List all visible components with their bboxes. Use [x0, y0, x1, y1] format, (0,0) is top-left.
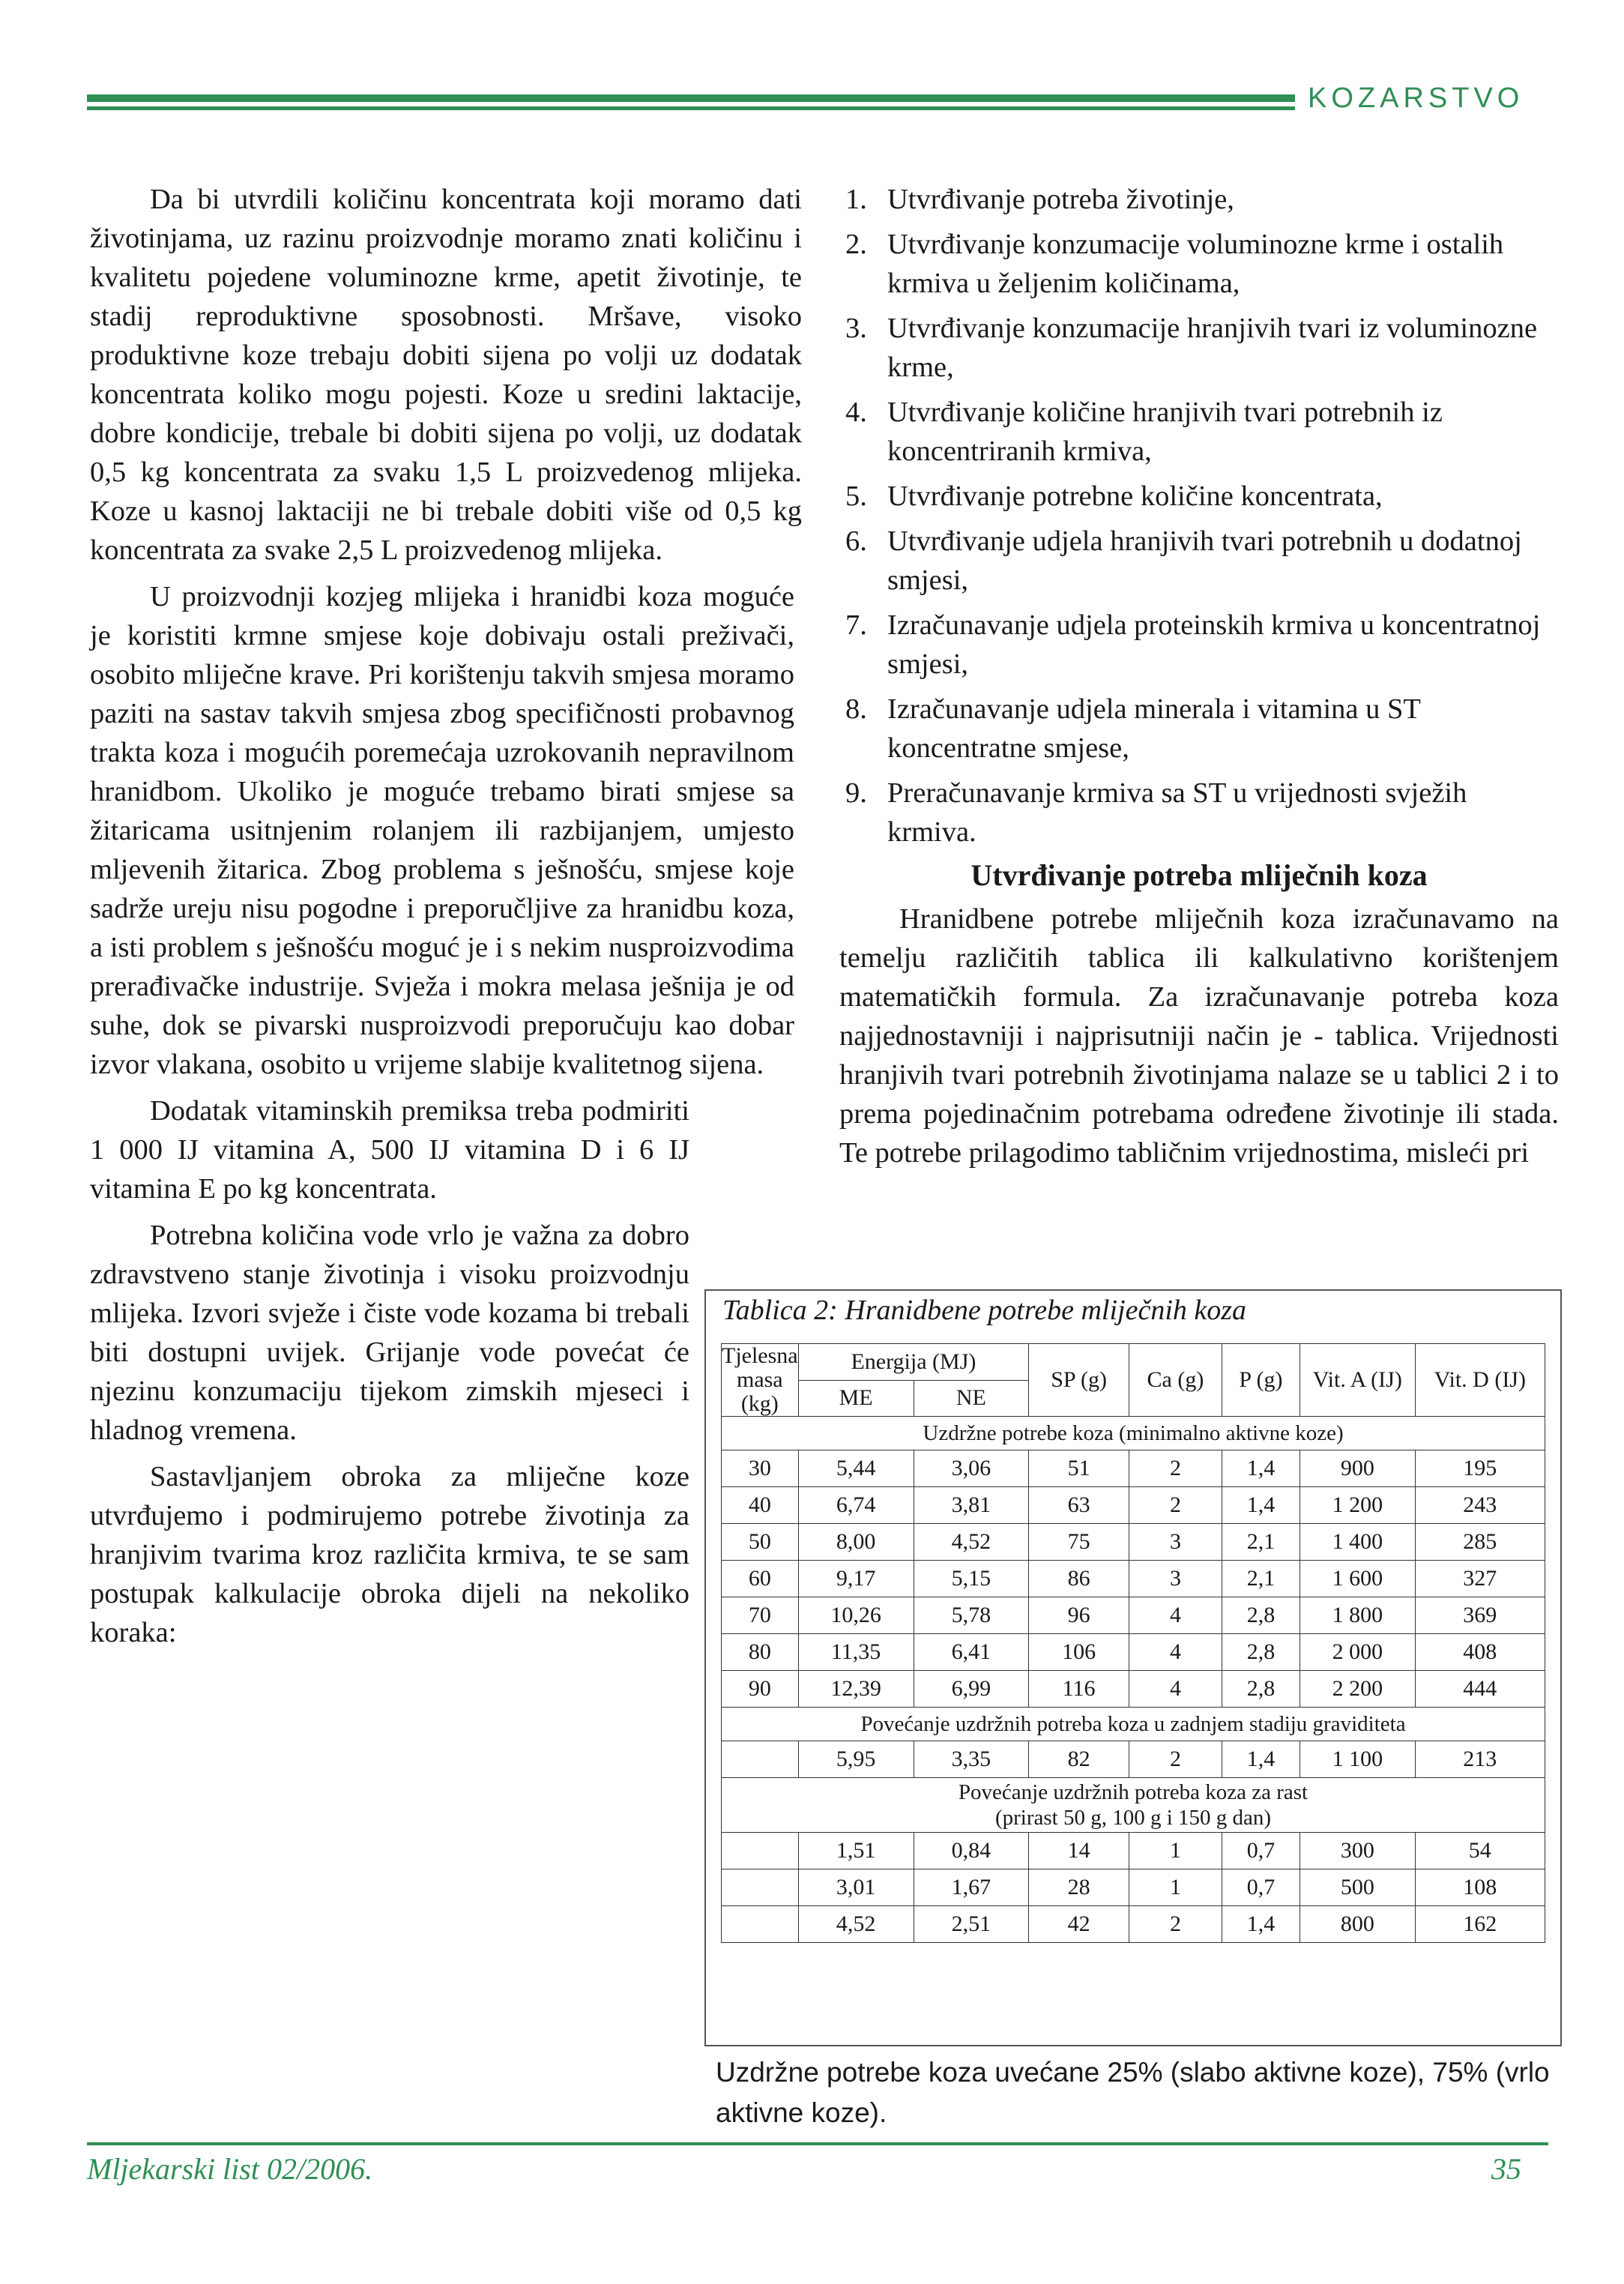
calculation-steps-list [839, 180, 1559, 858]
table-cell: 80 [722, 1634, 799, 1671]
table-row [722, 1671, 1545, 1708]
table-cell: 1,51 [798, 1833, 914, 1869]
table-cell: 4 [1129, 1634, 1222, 1671]
list-item: 8. Izračunavanje udjela minerala i vitamina u ST koncentratne smjese, [845, 693, 1421, 764]
paragraph: U proizvodnji kozjeg mlijeka i hranidbi koza moguće je koristiti krmne smjese koje dobivaju ostali preživači, osobito mliječne krave. Pri korištenju takvih smjesa moramo paziti na sastav takvih smjesa zbog specifičnosti probavnog trakta koza i mogućih poremećaja uzrokovanih nepravilnom hranidbom. Ukoliko je moguće trebamo birati smjese sa žitaricama usitnjenim rolanjem ili razbijanjem, umjesto mljevenih žitarica. Zbog problema s ješnošću, smjese koje sadrže ureju nisu pogodne i preporučljive za hranidbu koza, a isti problem s ješnošću moguć je i s nekim nusproizvodima prerađivačke industrije. Svježa i mokra melasa ješnija je od suhe, dok se pivarski nusproizvodi preporučuju kao dobar izvor vlakana, osobito u vrijeme slabije kvalitetnog sijena. [90, 581, 794, 1080]
table-section-label: Povećanje uzdržnih potreba koza u zadnjem stadiju graviditeta [722, 1708, 1545, 1741]
journal-source: Mljekarski list 02/2006. [87, 2152, 373, 2186]
table-cell: 3 [1129, 1524, 1222, 1561]
table-cell: 70 [722, 1597, 799, 1634]
table-cell: 60 [722, 1561, 799, 1597]
table-row [722, 1561, 1545, 1597]
table-row [722, 1487, 1545, 1524]
table-cell: 2 [1129, 1487, 1222, 1524]
table-row [722, 1906, 1545, 1943]
table-cell: 6,41 [914, 1634, 1029, 1671]
table-cell: 1 200 [1300, 1487, 1416, 1524]
table-cell: 1,4 [1222, 1741, 1299, 1778]
table-cell: 3,35 [914, 1741, 1029, 1778]
table-cell: 2 [1129, 1906, 1222, 1943]
column-header: Vit. A (IJ) [1300, 1344, 1416, 1417]
table-cell: 0,7 [1222, 1833, 1299, 1869]
table-row [722, 1524, 1545, 1561]
table-cell: 0,84 [914, 1833, 1029, 1869]
table-cell: 800 [1300, 1906, 1416, 1943]
table-cell: 106 [1029, 1634, 1129, 1671]
column-header: Vit. D (IJ) [1415, 1344, 1545, 1417]
paragraph: Dodatak vitaminskih premiksa treba podmiriti 1 000 IJ vitamina A, 500 IJ vitamina D i 6 IJ vitamina E po kg koncentrata. [90, 1095, 689, 1205]
table-cell [722, 1869, 799, 1906]
paragraph: Hranidbene potrebe mliječnih koza izračunavamo na temelju različitih tablica ili kalkulativno korištenjem matematičkih formula. Za izračunavanje potreba koza najjednostavniji i najprisutniji način je - tablica. Vrijednosti hranjivih tvari potrebnih životinjama nalaze se u tablici 2 i to prema pojedinačnim potrebama određene životinje ili stada. Te potrebe prilagodimo tabličnim vrijednostima, misleći pri [839, 903, 1559, 1169]
table-cell: 116 [1029, 1671, 1129, 1708]
page-number: 35 [1491, 2152, 1521, 2186]
table-cell: 42 [1029, 1906, 1129, 1943]
paragraph: Sastavljanjem obroka za mliječne koze utvrđujemo i podmirujemo potrebe životinja za hranjivim tvarima kroz različita krmiva, te se sam postupak kalkulacije obroka dijeli na nekoliko koraka: [90, 1461, 689, 1648]
list-item: 1. Utvrđivanje potreba životinje, [845, 184, 1234, 215]
table-row [722, 1869, 1545, 1906]
table-cell: 6,74 [798, 1487, 914, 1524]
table-cell: 2,1 [1222, 1561, 1299, 1597]
table-cell: 2 000 [1300, 1634, 1416, 1671]
table-cell: 285 [1415, 1524, 1545, 1561]
table-cell: 90 [722, 1671, 799, 1708]
table-cell: 243 [1415, 1487, 1545, 1524]
table-cell: 63 [1029, 1487, 1129, 1524]
table-cell: 1 [1129, 1869, 1222, 1906]
column-header: NE [914, 1380, 1029, 1417]
list-item: 6. Utvrđivanje udjela hranjivih tvari potrebnih u dodatnoj smjesi, [845, 525, 1522, 596]
column-header: Energija (MJ) [798, 1344, 1029, 1381]
table-cell: 1 600 [1300, 1561, 1416, 1597]
nutrition-table [721, 1343, 1545, 1943]
table-cell: 195 [1415, 1450, 1545, 1487]
table-cell: 82 [1029, 1741, 1129, 1778]
section-label: KOZARSTVO [1308, 82, 1524, 114]
table-cell: 327 [1415, 1561, 1545, 1597]
table-cell: 51 [1029, 1450, 1129, 1487]
table-row [722, 1597, 1545, 1634]
column-header: SP (g) [1029, 1344, 1129, 1417]
column-header: P (g) [1222, 1344, 1299, 1417]
table-cell: 30 [722, 1450, 799, 1487]
table-cell: 3,01 [798, 1869, 914, 1906]
table-cell: 500 [1300, 1869, 1416, 1906]
table-cell: 1,4 [1222, 1487, 1299, 1524]
table-cell: 3 [1129, 1561, 1222, 1597]
list-item: 2. Utvrđivanje konzumacije voluminozne krme i ostalih krmiva u željenim količinama, [845, 229, 1504, 299]
paragraph: Da bi utvrdili količinu koncentrata koji moramo dati životinjama, uz razinu proizvodnje moramo znati količinu i kvalitetu pojedene voluminozne krme, apetit životinje, te stadij reproduktivne sposobnosti. Mršave, visoko produktivne koze trebaju dobiti sijena po volji uz dodatak koncentrata koliko mogu pojesti. Koze u sredini laktacije, dobre kondicije, trebale bi dobiti sijena po volji, uz dodatak 0,5 kg koncentrata za svaku 1,5 L proizvedenog mlijeka. Koze u kasnoj laktaciji ne bi trebale dobiti više od 0,5 kg koncentrata za svake 2,5 L proizvedenog mlijeka. [90, 184, 802, 566]
column-header: ME [798, 1380, 914, 1417]
table-cell: 40 [722, 1487, 799, 1524]
table-cell: 5,78 [914, 1597, 1029, 1634]
table-cell: 2,51 [914, 1906, 1029, 1943]
table-cell: 2,8 [1222, 1634, 1299, 1671]
header-rule [87, 94, 1295, 110]
table-cell: 4,52 [914, 1524, 1029, 1561]
table-cell: 213 [1415, 1741, 1545, 1778]
table-cell: 2,8 [1222, 1671, 1299, 1708]
table-cell: 369 [1415, 1597, 1545, 1634]
table-cell: 1,4 [1222, 1906, 1299, 1943]
table-cell: 444 [1415, 1671, 1545, 1708]
table-cell: 28 [1029, 1869, 1129, 1906]
list-item: 3. Utvrđivanje konzumacije hranjivih tvari iz voluminozne krme, [845, 313, 1538, 383]
table-cell: 1 100 [1300, 1741, 1416, 1778]
table-cell: 8,00 [798, 1524, 914, 1561]
table-cell: 86 [1029, 1561, 1129, 1597]
table-cell: 50 [722, 1524, 799, 1561]
table-cell: 12,39 [798, 1671, 914, 1708]
column-header: Ca (g) [1129, 1344, 1222, 1417]
table-cell: 14 [1029, 1833, 1129, 1869]
table-cell: 6,99 [914, 1671, 1029, 1708]
table-cell: 900 [1300, 1450, 1416, 1487]
table-row [722, 1634, 1545, 1671]
table-row [722, 1450, 1545, 1487]
table-cell: 75 [1029, 1524, 1129, 1561]
list-item: 9. Preračunavanje krmiva sa ST u vrijednosti svježih krmiva. [845, 777, 1467, 848]
paragraph: Potrebna količina vode vrlo je važna za dobro zdravstveno stanje životinja i visoku proizvodnju mlijeka. Izvori svježe i čiste vode kozama bi trebali biti dostupni uvijek. Grijanje vode povećat će njezinu konzumaciju tijekom zimskih mjeseci i hladnog vremena. [90, 1220, 689, 1446]
table-cell [722, 1741, 799, 1778]
table-cell: 2 [1129, 1741, 1222, 1778]
table-cell: 9,17 [798, 1561, 914, 1597]
list-item: 4. Utvrđivanje količine hranjivih tvari potrebnih iz koncentriranih krmiva, [845, 397, 1443, 467]
table-note: Uzdržne potrebe koza uvećane 25% (slabo aktivne koze), 75% (vrlo aktivne koze). [716, 2057, 1550, 2128]
list-item: 5. Utvrđivanje potrebne količine koncentrata, [845, 480, 1383, 512]
table-cell: 2 [1129, 1450, 1222, 1487]
table-cell: 300 [1300, 1833, 1416, 1869]
left-column [90, 180, 802, 1652]
footer-rule [87, 2142, 1548, 2145]
list-item: 7. Izračunavanje udjela proteinskih krmiva u koncentratnoj smjesi, [845, 609, 1541, 680]
table-cell: 5,95 [798, 1741, 914, 1778]
table-cell: 1 400 [1300, 1524, 1416, 1561]
table-cell: 162 [1415, 1906, 1545, 1943]
table-cell: 3,06 [914, 1450, 1029, 1487]
table-cell: 2,1 [1222, 1524, 1299, 1561]
table-body [722, 1741, 1545, 1778]
table-cell: 2 200 [1300, 1671, 1416, 1708]
table-cell: 1,67 [914, 1869, 1029, 1906]
table-cell: 11,35 [798, 1634, 914, 1671]
table-cell: 96 [1029, 1597, 1129, 1634]
table-caption: Tablica 2: Hranidbene potrebe mliječnih koza [722, 1295, 1247, 1326]
table-body [722, 1450, 1545, 1708]
table-cell: 1,4 [1222, 1450, 1299, 1487]
table-body [722, 1833, 1545, 1943]
table-cell: 108 [1415, 1869, 1545, 1906]
table-cell: 5,15 [914, 1561, 1029, 1597]
section-heading: Utvrđivanje potreba mliječnih koza [971, 858, 1428, 892]
table-cell: 0,7 [1222, 1869, 1299, 1906]
table-row [722, 1833, 1545, 1869]
table-cell: 408 [1415, 1634, 1545, 1671]
table-cell: 3,81 [914, 1487, 1029, 1524]
table-frame [704, 1289, 1562, 2046]
table-section-label: Povećanje uzdržnih potreba koza za rast (prirast 50 g, 100 g i 150 g dan) [722, 1778, 1545, 1833]
table-cell [722, 1906, 799, 1943]
table-cell: 1 800 [1300, 1597, 1416, 1634]
table-cell: 4 [1129, 1597, 1222, 1634]
table-cell: 2,8 [1222, 1597, 1299, 1634]
table-cell: 54 [1415, 1833, 1545, 1869]
table-cell: 4,52 [798, 1906, 914, 1943]
table-cell: 1 [1129, 1833, 1222, 1869]
table-cell: 10,26 [798, 1597, 914, 1634]
table-row [722, 1741, 1545, 1778]
table-cell: 4 [1129, 1671, 1222, 1708]
table-cell [722, 1833, 799, 1869]
table-section-label: Uzdržne potrebe koza (minimalno aktivne koze) [722, 1417, 1545, 1450]
table-cell: 5,44 [798, 1450, 914, 1487]
column-header: Tjelesna masa (kg) [722, 1343, 798, 1416]
